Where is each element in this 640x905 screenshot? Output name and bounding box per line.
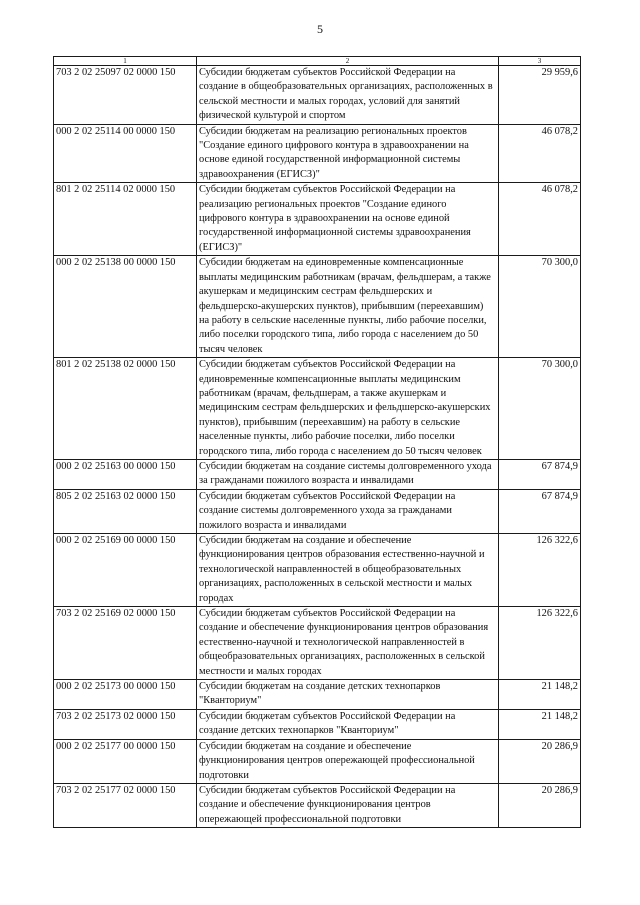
table-row <box>54 183 581 256</box>
table-row <box>54 739 581 783</box>
item-amount: 126 322,6 <box>499 607 581 680</box>
table-row <box>54 358 581 460</box>
budget-code: 801 2 02 25138 02 0000 150 <box>54 358 197 460</box>
table-row <box>54 489 581 533</box>
table-row <box>54 256 581 358</box>
item-amount: 46 078,2 <box>499 183 581 256</box>
table-row <box>54 607 581 680</box>
item-amount: 21 148,2 <box>499 709 581 739</box>
budget-code: 000 2 02 25138 00 0000 150 <box>54 256 197 358</box>
item-amount: 126 322,6 <box>499 534 581 607</box>
item-amount: 70 300,0 <box>499 256 581 358</box>
item-description: Субсидии бюджетам субъектов Российской Федерации на создание и обеспечение функционирования центров образования естественно-научной и технологической направленностей в общеобразовательных организациях, расположенных в сельской местности и малых городах <box>197 607 499 680</box>
budget-code: 000 2 02 25163 00 0000 150 <box>54 459 197 489</box>
item-description: Субсидии бюджетам на создание и обеспечение функционирования центров опережающей профессиональной подготовки <box>197 739 499 783</box>
table-row <box>54 124 581 183</box>
table-row <box>54 459 581 489</box>
item-amount: 20 286,9 <box>499 739 581 783</box>
item-description: Субсидии бюджетам на создание системы долговременного ухода за гражданами пожилого возраста и инвалидами <box>197 459 499 489</box>
budget-revenue-table <box>53 56 581 828</box>
budget-code: 000 2 02 25114 00 0000 150 <box>54 124 197 183</box>
item-description: Субсидии бюджетам субъектов Российской Федерации на реализацию региональных проектов "Создание единого цифрового контура в здравоохранении на основе единой государственной информационной системы здравоохранения (ЕГИСЗ)" <box>197 183 499 256</box>
table-row <box>54 783 581 827</box>
item-amount: 67 874,9 <box>499 489 581 533</box>
table-row <box>54 66 581 125</box>
table-row <box>54 534 581 607</box>
item-description: Субсидии бюджетам субъектов Российской Федерации на создание в общеобразовательных организациях, расположенных в сельской местности и малых городах, условий для занятий физической культурой и спортом <box>197 66 499 125</box>
item-description: Субсидии бюджетам на создание и обеспечение функционирования центров образования естественно-научной и технологической направленностей в общеобразовательных организациях, расположенных в сельской местности и малых городах <box>197 534 499 607</box>
budget-code: 703 2 02 25177 02 0000 150 <box>54 783 197 827</box>
item-description: Субсидии бюджетам на создание детских технопарков "Кванториум" <box>197 680 499 710</box>
budget-code: 703 2 02 25097 02 0000 150 <box>54 66 197 125</box>
item-description: Субсидии бюджетам субъектов Российской Федерации на создание и обеспечение функционирования центров опережающей профессиональной подготовки <box>197 783 499 827</box>
page-number: 5 <box>317 22 323 36</box>
item-amount: 67 874,9 <box>499 459 581 489</box>
item-description: Субсидии бюджетам субъектов Российской Федерации на единовременные компенсационные выплаты медицинским работникам (врачам, фельдшерам, а также акушеркам и медицинским сестрам фельдшерских и фельдшерско-акушерских пунктов), прибывшим (переехавшим) на работу в сельские населенные пункты, либо рабочие поселки, либо поселки городского типа, либо города с населением до 50 тысяч человек <box>197 358 499 460</box>
column-number-row <box>54 57 581 66</box>
column-header-code: 1 <box>54 57 197 66</box>
budget-code: 000 2 02 25169 00 0000 150 <box>54 534 197 607</box>
column-header-amount: 3 <box>499 57 581 66</box>
item-amount: 46 078,2 <box>499 124 581 183</box>
item-description: Субсидии бюджетам на реализацию региональных проектов "Создание единого цифрового контура в здравоохранении на основе единой государственной информационной системы здравоохранения (ЕГИСЗ)" <box>197 124 499 183</box>
table-row <box>54 680 581 710</box>
budget-code: 801 2 02 25114 02 0000 150 <box>54 183 197 256</box>
item-amount: 29 959,6 <box>499 66 581 125</box>
item-amount: 20 286,9 <box>499 783 581 827</box>
item-description: Субсидии бюджетам субъектов Российской Федерации на создание детских технопарков "Кванториум" <box>197 709 499 739</box>
column-header-description: 2 <box>197 57 499 66</box>
budget-code: 703 2 02 25173 02 0000 150 <box>54 709 197 739</box>
item-description: Субсидии бюджетам на единовременные компенсационные выплаты медицинским работникам (врачам, фельдшерам, а также акушеркам и медицинским сестрам фельдшерских и фельдшерско-акушерских пунктов), прибывшим (переехавшим) на работу в сельские населенные пункты, либо рабочие поселки, либо поселки городского типа, либо города с населением до 50 тысяч человек <box>197 256 499 358</box>
budget-code: 805 2 02 25163 02 0000 150 <box>54 489 197 533</box>
budget-code: 000 2 02 25177 00 0000 150 <box>54 739 197 783</box>
budget-code: 703 2 02 25169 02 0000 150 <box>54 607 197 680</box>
budget-code: 000 2 02 25173 00 0000 150 <box>54 680 197 710</box>
item-amount: 70 300,0 <box>499 358 581 460</box>
item-description: Субсидии бюджетам субъектов Российской Федерации на создание системы долговременного ухода за гражданами пожилого возраста и инвалидами <box>197 489 499 533</box>
table-row <box>54 709 581 739</box>
item-amount: 21 148,2 <box>499 680 581 710</box>
